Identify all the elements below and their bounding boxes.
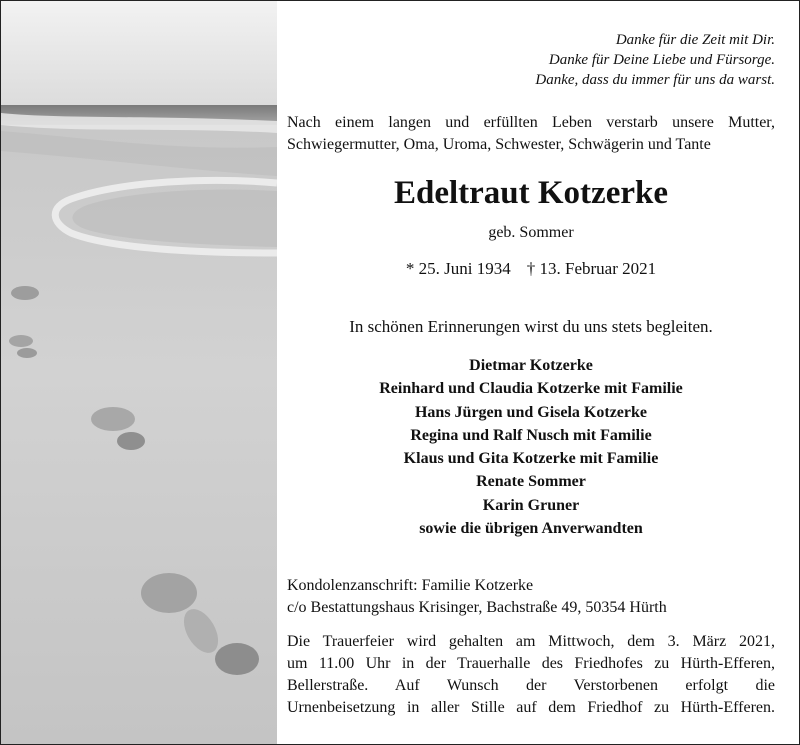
ceremony-line: Urnenbeisetzung in aller Stille auf dem Friedhof zu Hürth-Efferen. (287, 699, 775, 716)
mourner: Karin Gruner (482, 496, 580, 514)
funeral-service-info (287, 631, 775, 719)
life-dates (287, 257, 775, 281)
beach-footprints-photo (1, 1, 277, 744)
memorial-line: In schönen Erinnerungen wirst du uns stets begleiten. (349, 317, 713, 336)
ceremony-line: Die Trauerfeier wird gehalten am Mittwoch, dem 3. März 2021, (287, 633, 775, 650)
death-date: † 13. Februar 2021 (526, 259, 657, 278)
notice-text (287, 1, 777, 744)
ceremony-line: um 11.00 Uhr in der Trauerhalle des Friedhofes zu Hürth-Efferen, (287, 655, 775, 672)
motto-line: Danke, dass du immer für uns da warst. (535, 72, 775, 88)
deceased-name: Edeltraut Kotzerke (393, 175, 668, 211)
motto-line: Danke für die Zeit mit Dir. (615, 32, 775, 48)
condolence-address (287, 575, 667, 619)
mourners-list (287, 354, 775, 540)
intro-line: Schwiegermutter, Oma, Uroma, Schwester, Schwägerin und Tante (287, 136, 711, 153)
birth-name: geb. Sommer (488, 224, 574, 241)
birth-date: * 25. Juni 1934 (405, 259, 511, 278)
address-line: Kondolenzanschrift: Familie Kotzerke (287, 577, 534, 594)
address-line: c/o Bestattungshaus Krisinger, Bachstraße 49, 50354 Hürth (287, 599, 667, 616)
mourner: Dietmar Kotzerke (469, 357, 593, 374)
intro-line: Nach einem langen und erfüllten Leben verstarb unsere Mutter, (287, 114, 775, 131)
mourner: sowie die übrigen Anverwandten (419, 520, 643, 538)
mourner: Reinhard und Claudia Kotzerke mit Familie (379, 380, 683, 398)
mourner: Renate Sommer (476, 473, 586, 491)
mourner: Hans Jürgen und Gisela Kotzerke (414, 403, 647, 421)
motto-line: Danke für Deine Liebe und Fürsorge. (548, 52, 775, 68)
ceremony-line: Bellerstraße. Auf Wunsch der Verstorbenen erfolgt die (287, 677, 775, 694)
gratitude-motto (535, 30, 775, 90)
beach-footprints-illustration (1, 1, 277, 744)
mourner: Klaus und Gita Kotzerke mit Familie (403, 450, 659, 468)
death-announcement (287, 112, 775, 156)
mourner: Regina und Ralf Nusch mit Familie (410, 426, 652, 444)
